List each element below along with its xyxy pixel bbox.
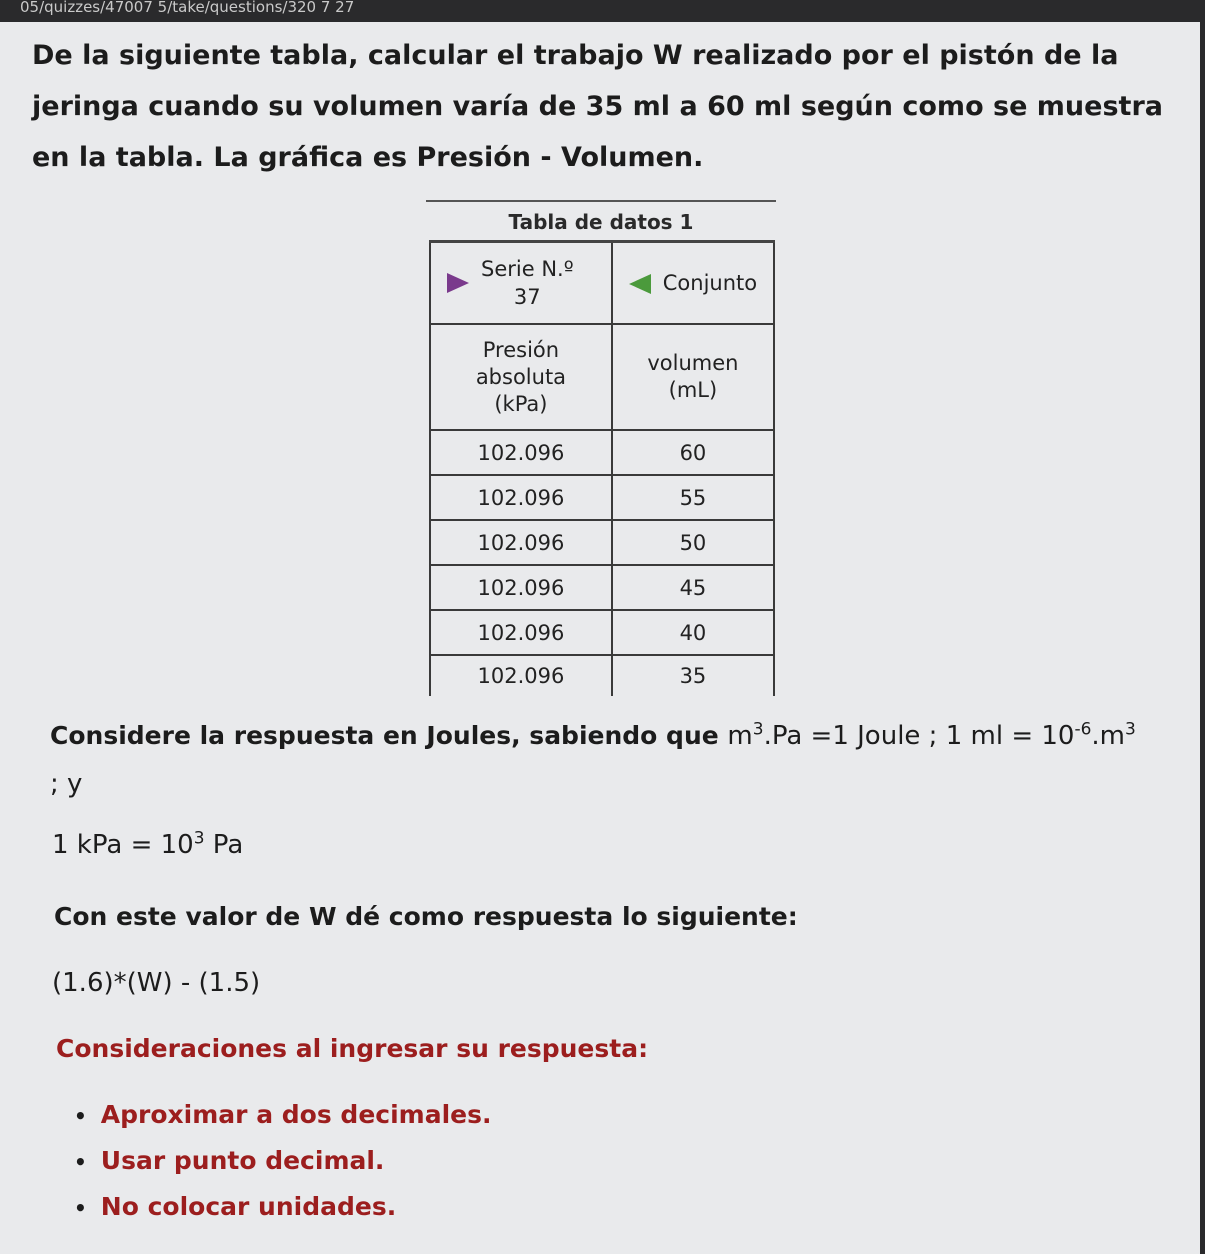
- browser-url-strip: 05/quizzes/47007 5/take/questions/320 7 27: [0, 0, 1205, 22]
- volume-cell: 40: [612, 610, 774, 655]
- units-formula: [727, 721, 1135, 751]
- table-row: [430, 610, 774, 655]
- set-label: Conjunto: [662, 271, 758, 295]
- instruction-text: Con este valor de W dé como respuesta lo siguiente:: [54, 902, 798, 931]
- formula-rest: .Pa =1 Joule ; 1 ml = 10: [763, 721, 1075, 751]
- pressure-cell: 102.096: [430, 565, 612, 610]
- table-caption: Tabla de datos 1: [508, 210, 694, 234]
- formula-exp: 3: [752, 719, 764, 740]
- pressure-cell: 102.096: [430, 610, 612, 655]
- set-cell[interactable]: [612, 242, 774, 325]
- list-item-text: Usar punto decimal.: [100, 1146, 385, 1175]
- table-row: [430, 655, 774, 696]
- bullet-icon: •: [74, 1104, 87, 1128]
- list-item: [74, 1138, 491, 1184]
- list-item: [74, 1092, 491, 1138]
- bullet-icon: •: [74, 1196, 87, 1220]
- kpa-rhs: Pa: [204, 830, 244, 860]
- volume-cell: 45: [612, 565, 774, 610]
- play-left-icon[interactable]: [629, 274, 651, 294]
- kpa-lhs: 1 kPa = 10: [52, 830, 194, 860]
- table-row: [430, 475, 774, 520]
- formula-exp3: 3: [1125, 719, 1136, 740]
- considerations-list: [74, 1092, 491, 1230]
- bullet-icon: •: [74, 1150, 87, 1174]
- pressure-cell: 102.096: [430, 520, 612, 565]
- units-note-tail: ; y: [50, 769, 83, 799]
- header-pressure: Presión absoluta (kPa): [430, 324, 612, 430]
- formula-base: m: [727, 721, 753, 751]
- list-item-text: Aproximar a dos decimales.: [100, 1100, 492, 1129]
- kpa-exp: 3: [193, 828, 205, 849]
- pressure-cell: 102.096: [430, 475, 612, 520]
- table-row: [430, 565, 774, 610]
- formula-exp2: -6: [1074, 719, 1092, 740]
- series-cell[interactable]: [430, 242, 612, 325]
- volume-cell: 60: [612, 430, 774, 475]
- units-note: [50, 712, 1190, 808]
- formula-rest2: .m: [1091, 721, 1126, 751]
- pressure-cell: 102.096: [430, 655, 612, 696]
- question-text: De la siguiente tabla, calcular el trabajo W realizado por el pistón de la jeringa cuando su volumen varía de 35 ml a 60 ml según como se muestra en la tabla. La gráfica es Presión - Volumen.: [32, 40, 1163, 173]
- answer-expression: (1.6)*(W) - (1.5): [52, 968, 261, 998]
- data-table: [429, 240, 775, 696]
- pressure-cell: 102.096: [430, 430, 612, 475]
- header-row: [430, 324, 774, 430]
- question-page: [0, 22, 1205, 1254]
- series-label-block: [481, 255, 574, 311]
- kpa-conversion: [52, 830, 243, 860]
- header-volume: volumen (mL): [612, 324, 774, 430]
- play-right-icon[interactable]: [447, 273, 469, 293]
- series-label: Serie N.º: [481, 257, 574, 281]
- series-number: 37: [513, 285, 541, 309]
- considerations-title: Consideraciones al ingresar su respuesta:: [56, 1034, 649, 1063]
- volume-cell: 35: [612, 655, 774, 696]
- volume-cell: 50: [612, 520, 774, 565]
- units-note-lead: Considere la respuesta en Joules, sabiendo que: [50, 721, 719, 750]
- series-row: [430, 242, 774, 325]
- volume-cell: 55: [612, 475, 774, 520]
- table-row: [430, 430, 774, 475]
- list-item-text: No colocar unidades.: [100, 1192, 397, 1221]
- table-row: [430, 520, 774, 565]
- list-item: [74, 1184, 491, 1230]
- data-table-container: [426, 200, 776, 696]
